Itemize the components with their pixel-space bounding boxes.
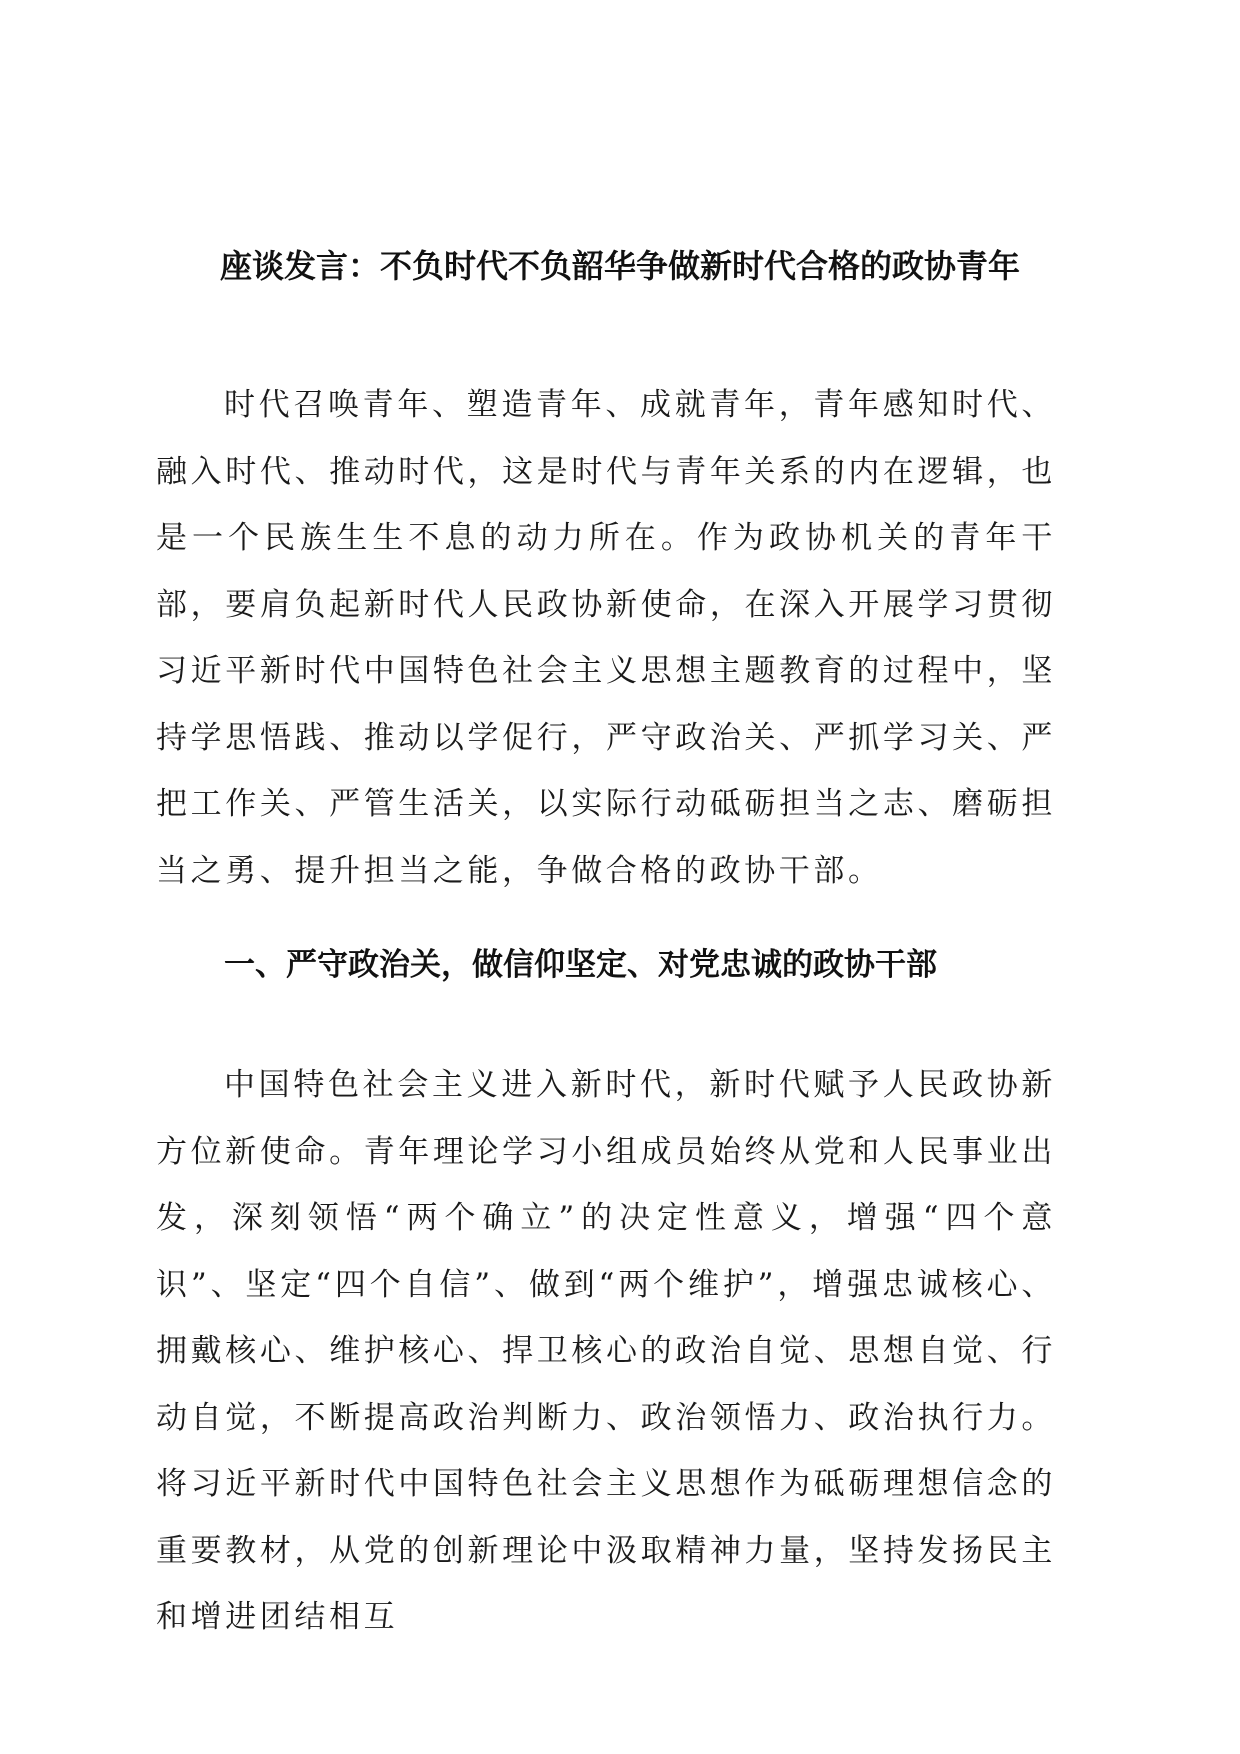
section-heading: 一、严守政治关，做信仰坚定、对党忠诚的政协干部 (224, 947, 937, 983)
document-title: 座谈发言：不负时代不负韶华争做新时代合格的政协青年 (219, 247, 1020, 285)
section-paragraph: 中国特色社会主义进入新时代，新时代赋予人民政协新方位新使命。青年理论学习小组成员始终从党和人民事业出发，深刻领悟“两个确立”的决定性意义，增强“四个意识”、坚定“四个自信”、做到“两个维护”，增强忠诚核心、拥戴核心、维护核心、捍卫核心的政治自觉、思想自觉、行动自觉，不断提高政治判断力、政治领悟力、政治执行力。将习近平新时代中国特色社会主义思想作为砥砺理想信念的重要教材，从党的创新理论中汲取精神力量，坚持发扬民主和增进团结相互 (156, 1067, 1056, 1635)
intro-paragraph: 时代召唤青年、塑造青年、成就青年，青年感知时代、融入时代、推动时代，这是时代与青年关系的内在逻辑，也是一个民族生生不息的动力所在。作为政协机关的青年干部，要肩负起新时代人民政协新使命，在深入开展学习贯彻习近平新时代中国特色社会主义思想主题教育的过程中，坚持学思悟践、推动以学促行，严守政治关、严抓学习关、严把工作关、严管生活关，以实际行动砥砺担当之志、磨砺担当之勇、提升担当之能，争做合格的政协干部。 (156, 387, 1056, 889)
